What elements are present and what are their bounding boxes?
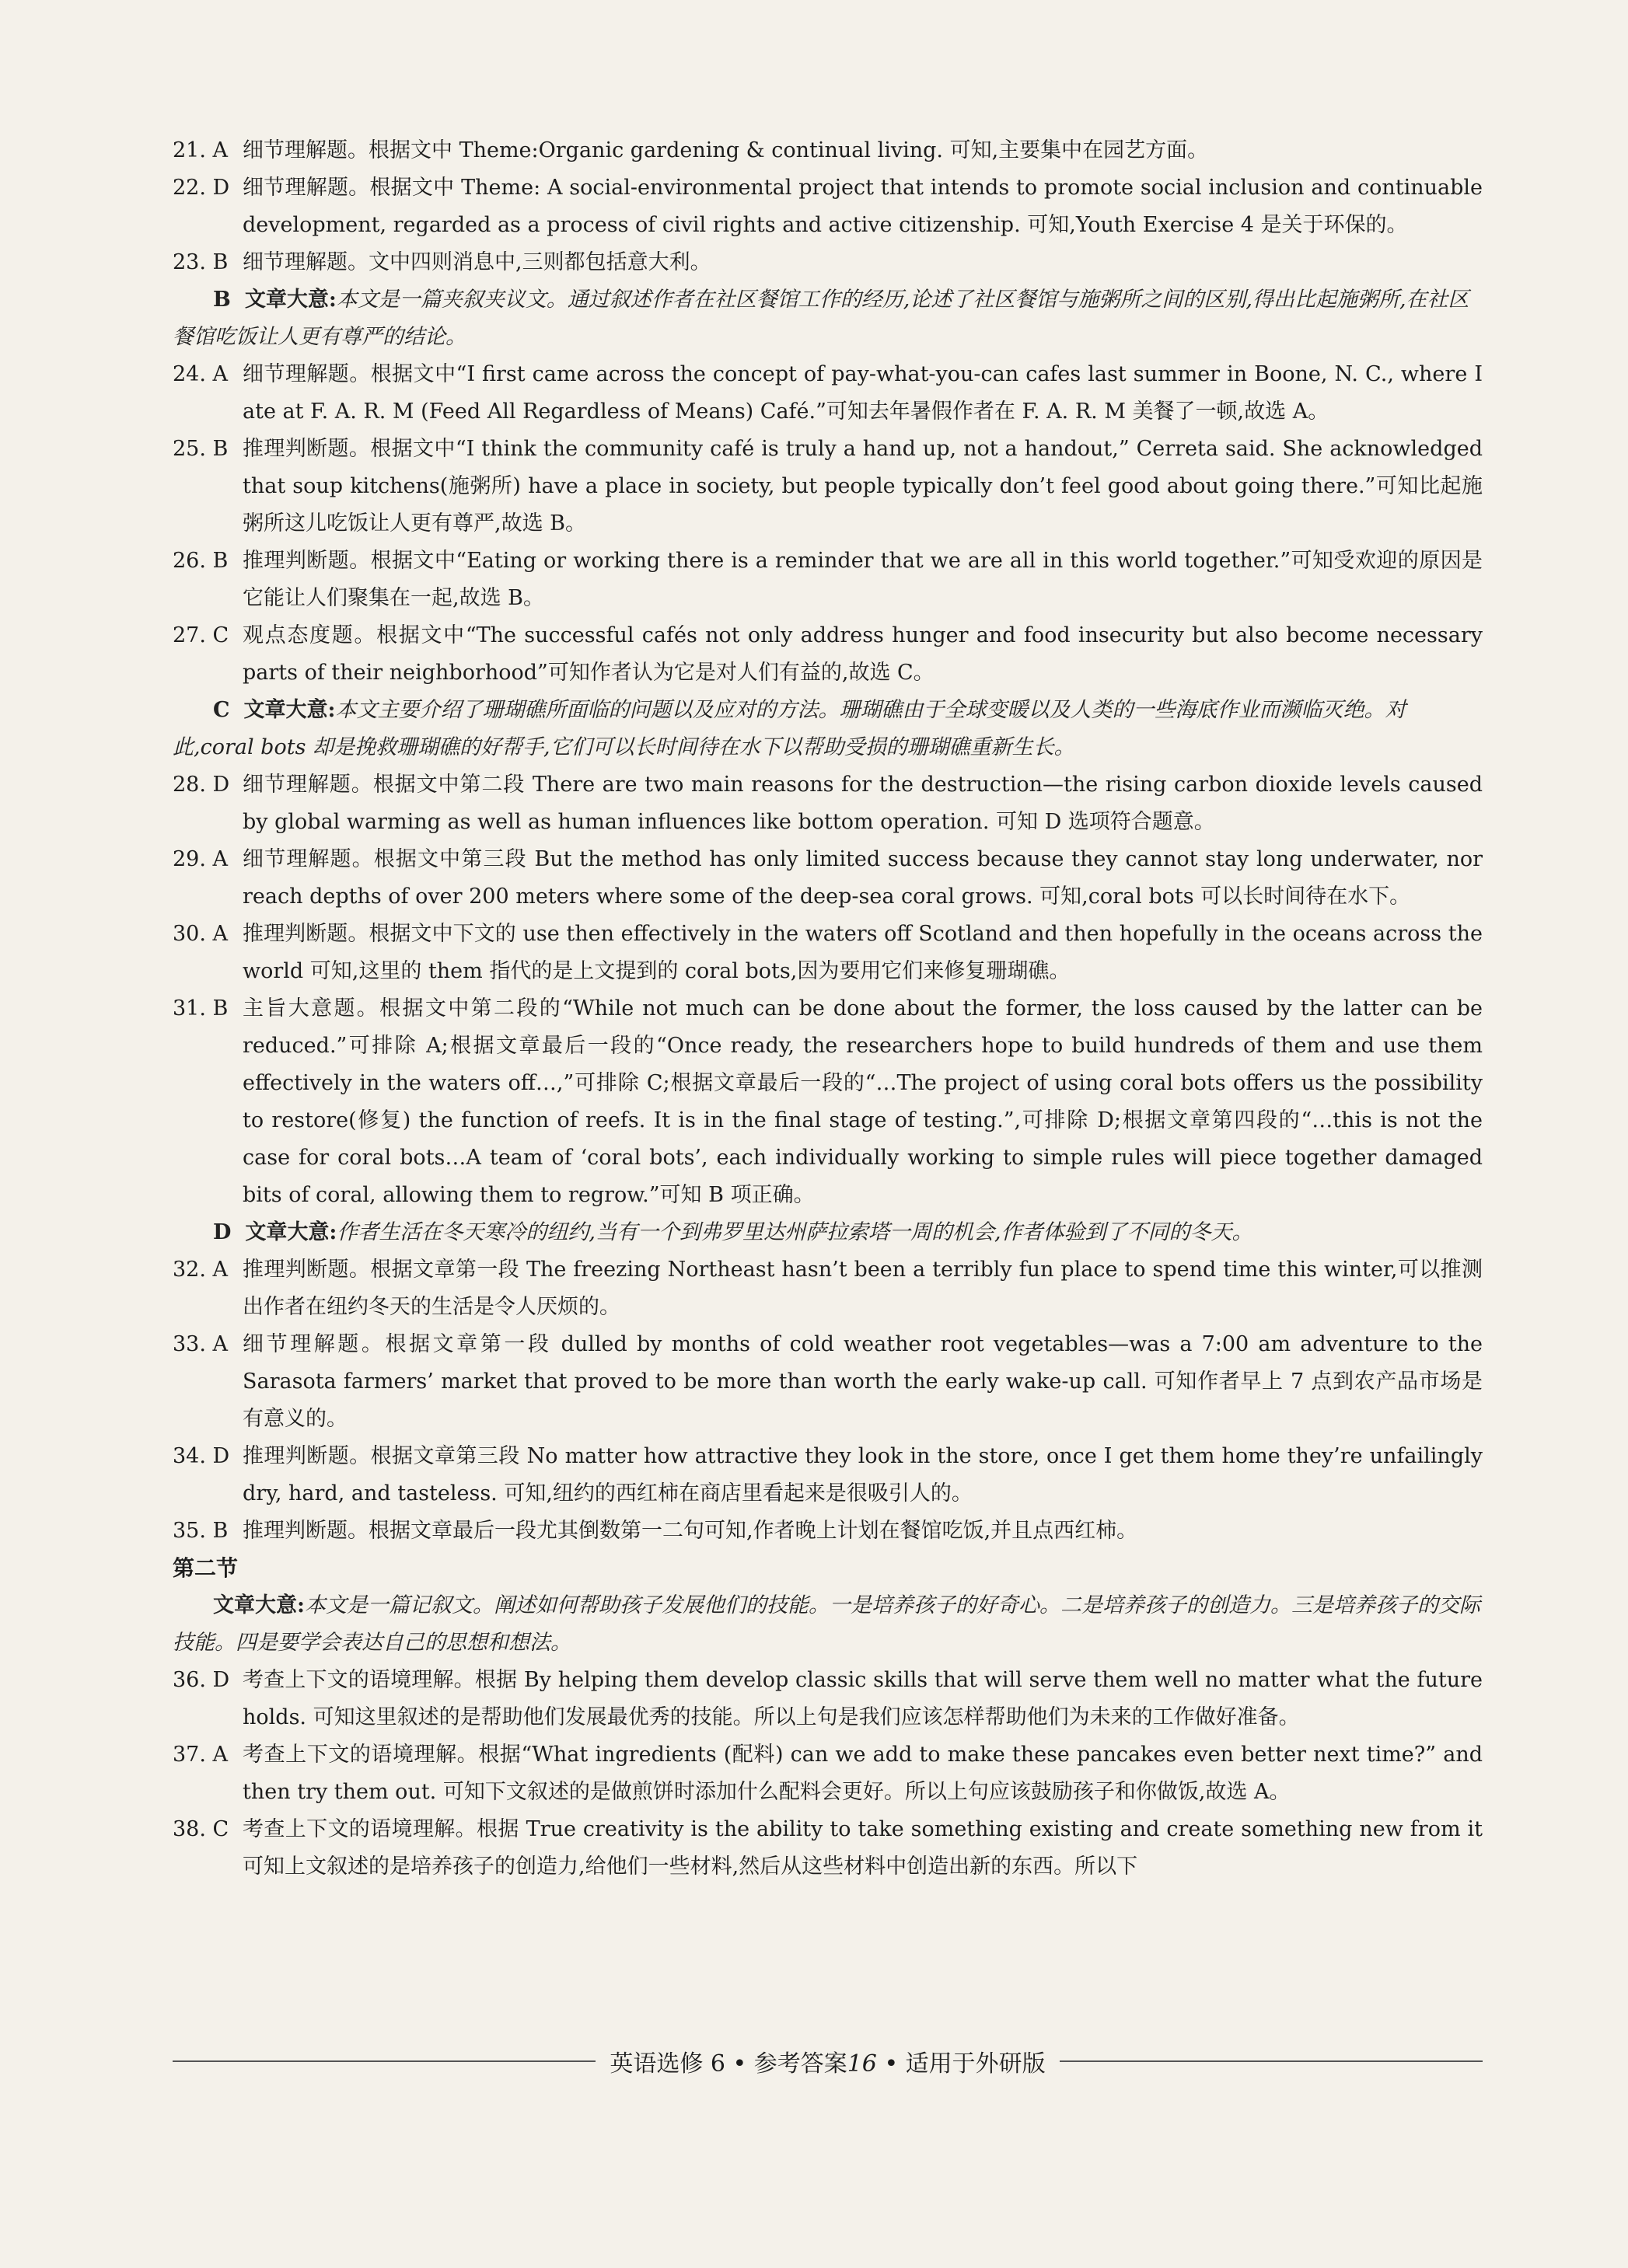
- answer-number: 35. B: [173, 1519, 229, 1543]
- answer-explanation: 细节理解题。根据文中“I first came across the concept of pay-what-you-can cafes last summer in Boone, N. C., where I ate at F. A. R. M (Feed All Regardless of Means) Café.”可知去年暑假作者在 F. A. R. M 美餐了一顿,故选 A。: [243, 362, 1483, 424]
- answer-explanation: 推理判断题。根据文章第一段 The freezing Northeast hasn’t been a terribly fun place to spend time this winter,可以推测出作者在纽约冬天的生活是令人厌烦的。: [243, 1258, 1483, 1319]
- summary-text: 本文是一篇夹叙夹议文。通过叙述作者在社区餐馆工作的经历,论述了社区餐馆与施粥所之间的区别,得出比起施粥所,在社区餐馆吃饭让人更有尊严的结论。: [173, 288, 1469, 349]
- passage-summary-section2: [173, 1587, 1483, 1662]
- answer-item: [173, 1811, 1483, 1886]
- answer-item: [173, 431, 1483, 543]
- footer-rule-right: [1060, 2060, 1483, 2062]
- answer-number: 31. B: [173, 996, 229, 1021]
- summary-text: 本文是一篇记叙文。阐述如何帮助孩子发展他们的技能。一是培养孩子的好奇心。二是培养孩子的创造力。三是培养孩子的交际技能。四是要学会表达自己的思想和想法。: [173, 1593, 1480, 1655]
- answer-explanation: 考查上下文的语境理解。根据 By helping them develop classic skills that will serve them well no matter what the future holds. 可知这里叙述的是帮助他们发展最优秀的技能。所以上句是我们应该怎样帮助他们为未来的工作做好准备。: [243, 1668, 1483, 1729]
- summary-label: 文章大意:: [243, 698, 336, 722]
- answer-number: 28. D: [173, 773, 230, 797]
- answer-explanation: 细节理解题。根据文中第三段 But the method has only limited success because they cannot stay long underwater, nor reach depths of over 200 meters where some of the deep-sea coral grows. 可知,coral bots 可以长时间待在水下。: [243, 847, 1483, 909]
- answer-explanation: 细节理解题。根据文中 Theme:Organic gardening & continual living. 可知,主要集中在园艺方面。: [243, 138, 1209, 162]
- answer-explanation: 细节理解题。文中四则消息中,三则都包括意大利。: [243, 250, 711, 274]
- answer-group-b: [173, 356, 1483, 692]
- footer-rule-left: [173, 2060, 596, 2062]
- answer-group-a: [173, 132, 1483, 281]
- answer-item: [173, 916, 1483, 990]
- answer-number: 22. D: [173, 176, 230, 200]
- answer-item: [173, 841, 1483, 916]
- answer-item: [173, 1513, 1483, 1550]
- answer-number: 23. B: [173, 250, 229, 274]
- answer-number: 24. A: [173, 362, 229, 386]
- answer-item: [173, 766, 1483, 841]
- section-letter: B: [213, 288, 231, 312]
- page-footer: [173, 2044, 1483, 2078]
- answer-number: 25. B: [173, 437, 229, 461]
- answer-number: 32. A: [173, 1258, 229, 1282]
- answer-item: [173, 617, 1483, 692]
- section-heading: 第二节: [173, 1555, 239, 1581]
- answer-explanation: 细节理解题。根据文中第二段 There are two main reasons for the destruction—the rising carbon dioxide levels caused by global warming as well as human influences like bottom operation. 可知 D 选项符合题意。: [243, 773, 1483, 834]
- answer-item: [173, 244, 1483, 281]
- answer-item: [173, 1251, 1483, 1326]
- answer-explanation: 主旨大意题。根据文中第二段的“While not much can be done about the former, the loss caused by the latter can be reduced.”可排除 A;根据文章最后一段的“Once ready, the researchers hope to build hundreds of them and use them effectively in the waters off…,”可排除 C;根据文章最后一段的“…The project of using coral bots offers us the possibility to restore(修复) the function of reefs. It is in the final stage of testing.”,可排除 D;根据文章第四段的“…this is not the case for coral bots…A team of ‘coral bots’, each individually working to simple rules will piece together damaged bits of coral, allowing them to regrow.”可知 B 项正确。: [243, 996, 1483, 1207]
- answer-explanation: 推理判断题。根据文章第三段 No matter how attractive they look in the store, once I get them home they’re unfailingly dry, hard, and tasteless. 可知,纽约的西红柿在商店里看起来是很吸引人的。: [243, 1444, 1483, 1506]
- answer-item: [173, 1438, 1483, 1513]
- answer-number: 37. A: [173, 1743, 229, 1767]
- answer-number: 30. A: [173, 922, 229, 946]
- page-content: [173, 132, 1483, 1886]
- answer-explanation: 推理判断题。根据文中“Eating or working there is a reminder that we are all in this world together.”可知受欢迎的原因是它能让人们聚集在一起,故选 B。: [243, 549, 1483, 610]
- answer-number: 21. A: [173, 138, 229, 162]
- passage-summary-d: [173, 1214, 1483, 1251]
- answer-explanation: 观点态度题。根据文中“The successful cafés not only address hunger and food insecurity but also become necessary parts of their neighborhood”可知作者认为它是对人们有益的,故选 C。: [243, 623, 1483, 685]
- answer-item: [173, 1736, 1483, 1811]
- answer-item: [173, 356, 1483, 431]
- answer-group-section2: [173, 1662, 1483, 1886]
- answer-group-d: [173, 1251, 1483, 1550]
- answer-item: [173, 543, 1483, 617]
- answer-explanation: 推理判断题。根据文章最后一段尤其倒数第一二句可知,作者晚上计划在餐馆吃饭,并且点西红柿。: [243, 1519, 1138, 1543]
- answer-explanation: 考查上下文的语境理解。根据“What ingredients (配料) can we add to make these pancakes even better next time?” and then try them out. 可知下文叙述的是做煎饼时添加什么配料会更好。所以上句应该鼓励孩子和你做饭,故选 A。: [243, 1743, 1483, 1804]
- answer-explanation: 推理判断题。根据文中“I think the community café is truly a hand up, not a handout,” Cerreta said. She acknowledged that soup kitchens(施粥所) have a place in society, but people typically don’t feel good about going there.”可知比起施粥所这儿吃饭让人更有尊严,故选 B。: [243, 437, 1483, 536]
- footer-edition: • 适用于外研版: [876, 2050, 1046, 2078]
- summary-label: 文章大意:: [213, 1593, 305, 1617]
- passage-summary-c: [173, 692, 1483, 766]
- answer-group-c: [173, 766, 1483, 1214]
- answer-explanation: 推理判断题。根据文中下文的 use then effectively in the waters off Scotland and then hopefully in the oceans across the world 可知,这里的 them 指代的是上文提到的 coral bots,因为要用它们来修复珊瑚礁。: [243, 922, 1483, 983]
- answer-explanation: 考查上下文的语境理解。根据 True creativity is the ability to take something existing and create something new from it 可知上文叙述的是培养孩子的创造力,给他们一些材料,然后从这些材料中创造出新的东西。所以下: [243, 1817, 1483, 1879]
- answer-number: 36. D: [173, 1668, 230, 1692]
- section-letter: C: [213, 698, 230, 722]
- answer-number: 38. C: [173, 1817, 229, 1841]
- page-number: 16: [847, 2050, 877, 2078]
- answer-explanation: 细节理解题。根据文章第一段 dulled by months of cold weather root vegetables—was a 7:00 am adventure to the Sarasota farmers’ market that proved to be more than worth the early wake-up call. 可知作者早上 7 点到农产品市场是有意义的。: [243, 1332, 1483, 1431]
- answer-number: 29. A: [173, 847, 229, 871]
- answer-number: 27. C: [173, 623, 229, 647]
- answer-item: [173, 990, 1483, 1214]
- answer-number: 26. B: [173, 549, 229, 573]
- footer-book-title: 英语选修 6 • 参考答案: [610, 2050, 847, 2078]
- summary-label: 文章大意:: [244, 288, 337, 312]
- answer-item: [173, 1326, 1483, 1438]
- summary-text: 作者生活在冬天寒冷的纽约,当有一个到弗罗里达州萨拉索塔一周的机会,作者体验到了不同的冬天。: [337, 1220, 1253, 1244]
- answer-item: [173, 169, 1483, 244]
- answer-number: 33. A: [173, 1332, 229, 1356]
- answer-item: [173, 1662, 1483, 1736]
- answer-explanation: 细节理解题。根据文中 Theme: A social-environmental project that intends to promote social inclusion and continuable development, regarded as a process of civil rights and active citizenship. 可知,Youth Exercise 4 是关于环保的。: [243, 176, 1483, 237]
- summary-text: 本文主要介绍了珊瑚礁所面临的问题以及应对的方法。珊瑚礁由于全球变暖以及人类的一些海底作业而濒临灭绝。对此,coral bots 却是挽救珊瑚礁的好帮手,它们可以长时间待在水下以帮助受损的珊瑚礁重新生长。: [173, 698, 1406, 759]
- passage-summary-b: [173, 281, 1483, 356]
- footer-text: [596, 2044, 1059, 2078]
- summary-label: 文章大意:: [245, 1220, 337, 1244]
- answer-item: [173, 132, 1483, 169]
- answer-number: 34. D: [173, 1444, 230, 1468]
- section-letter: D: [213, 1220, 232, 1244]
